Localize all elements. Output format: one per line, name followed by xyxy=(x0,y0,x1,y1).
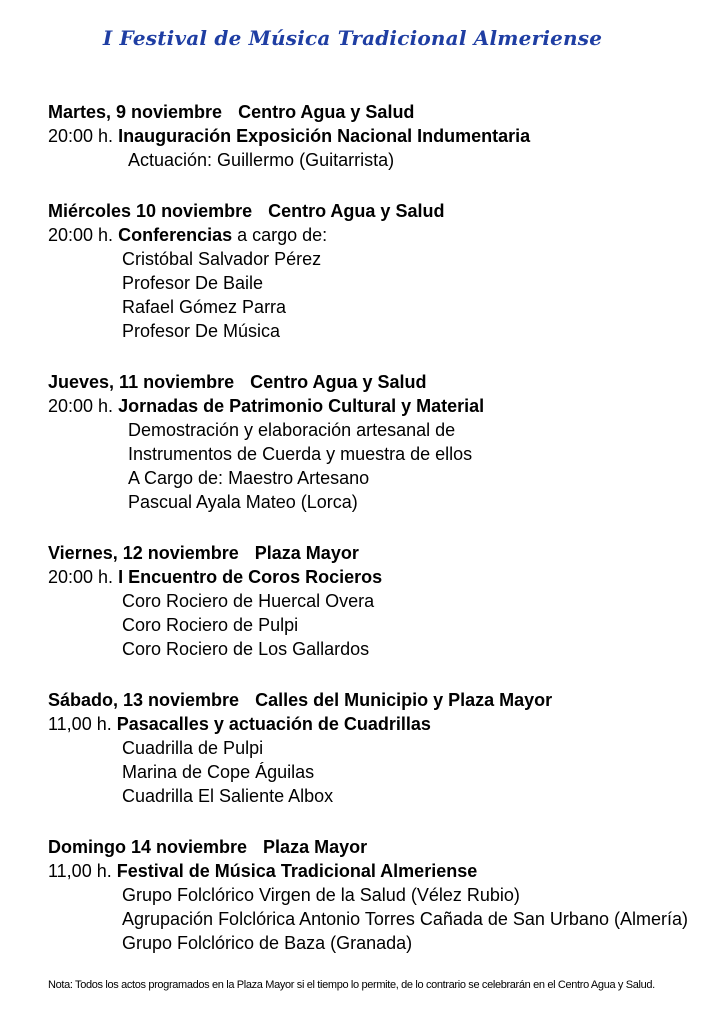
event-detail: Coro Rociero de Los Gallardos xyxy=(122,639,370,659)
event-detail: Pascual Ayala Mateo (Lorca) xyxy=(128,492,358,512)
day-venue: Plaza Mayor xyxy=(254,543,359,563)
event-time: 20:00 h. xyxy=(48,567,114,587)
event-detail: Grupo Folclórico Virgen de la Salud (Vélez Rubio) xyxy=(122,885,520,905)
event-line xyxy=(48,394,688,418)
event-time: 20:00 h. xyxy=(48,225,114,245)
event-detail: Coro Rociero de Huercal Overa xyxy=(122,591,375,611)
event-detail: Rafael Gómez Parra xyxy=(122,297,287,317)
day-block-domingo xyxy=(48,835,688,955)
event-detail: Cuadrilla El Saliente Albox xyxy=(122,786,334,806)
event-time: 11,00 h. xyxy=(48,714,112,734)
day-header xyxy=(48,835,688,859)
day-date: Miércoles 10 noviembre xyxy=(48,201,253,221)
day-header xyxy=(48,370,688,394)
event-name: Jornadas de Patrimonio Cultural y Material xyxy=(118,396,485,416)
day-date: Jueves, 11 noviembre xyxy=(48,372,235,392)
day-date: Sábado, 13 noviembre xyxy=(48,690,240,710)
event-detail: Cuadrilla de Pulpi xyxy=(122,738,264,758)
day-venue: Calles del Municipio y Plaza Mayor xyxy=(255,690,553,710)
event-name: Inauguración Exposición Nacional Indumentaria xyxy=(118,126,531,146)
event-name: Conferencias xyxy=(118,225,233,245)
event-line xyxy=(48,859,688,883)
program-list xyxy=(48,100,688,982)
event-detail: Coro Rociero de Pulpi xyxy=(122,615,299,635)
event-line xyxy=(48,712,688,736)
day-header xyxy=(48,199,688,223)
day-block-sabado xyxy=(48,688,688,808)
day-header xyxy=(48,100,688,124)
day-block-jueves xyxy=(48,370,688,514)
event-detail: Profesor De Baile xyxy=(122,273,264,293)
event-detail: Marina de Cope Águilas xyxy=(122,762,315,782)
day-header xyxy=(48,688,688,712)
page-title: I Festival de Música Tradicional Almeriense xyxy=(102,26,603,50)
day-date: Viernes, 12 noviembre xyxy=(48,543,239,563)
event-detail: Cristóbal Salvador Pérez xyxy=(122,249,322,269)
event-detail: Instrumentos de Cuerda y muestra de ellos xyxy=(128,444,473,464)
event-detail: Actuación: Guillermo (Guitarrista) xyxy=(128,150,395,170)
event-time: 20:00 h. xyxy=(48,396,114,416)
event-name: I Encuentro de Coros Rocieros xyxy=(118,567,383,587)
event-line xyxy=(48,565,688,589)
day-block-viernes xyxy=(48,541,688,661)
event-detail: A Cargo de: Maestro Artesano xyxy=(128,468,370,488)
day-venue: Centro Agua y Salud xyxy=(238,102,415,122)
event-name: Festival de Música Tradicional Almeriense xyxy=(116,861,478,881)
day-block-miercoles xyxy=(48,199,688,343)
event-line xyxy=(48,223,688,247)
event-line xyxy=(48,124,688,148)
event-detail: Profesor De Música xyxy=(122,321,281,341)
event-time: 20:00 h. xyxy=(48,126,114,146)
event-time: 11,00 h. xyxy=(48,861,112,881)
event-detail: Grupo Folclórico de Baza (Granada) xyxy=(122,933,413,953)
day-block-martes xyxy=(48,100,688,172)
day-date: Martes, 9 noviembre xyxy=(48,102,223,122)
day-venue: Centro Agua y Salud xyxy=(250,372,427,392)
event-detail: Agrupación Folclórica Antonio Torres Cañada de San Urbano (Almería) xyxy=(122,909,688,929)
day-date: Domingo 14 noviembre xyxy=(48,837,248,857)
event-suffix: a cargo de: xyxy=(232,225,328,245)
day-venue: Centro Agua y Salud xyxy=(268,201,445,221)
day-venue: Plaza Mayor xyxy=(263,837,368,857)
event-name: Pasacalles y actuación de Cuadrillas xyxy=(116,714,431,734)
day-header xyxy=(48,541,688,565)
footer-note: Nota: Todos los actos programados en la Plaza Mayor si el tiempo lo permite, de lo contrario se celebrarán en el Centro Agua y Salud. xyxy=(48,979,655,991)
event-detail: Demostración y elaboración artesanal de xyxy=(128,420,456,440)
